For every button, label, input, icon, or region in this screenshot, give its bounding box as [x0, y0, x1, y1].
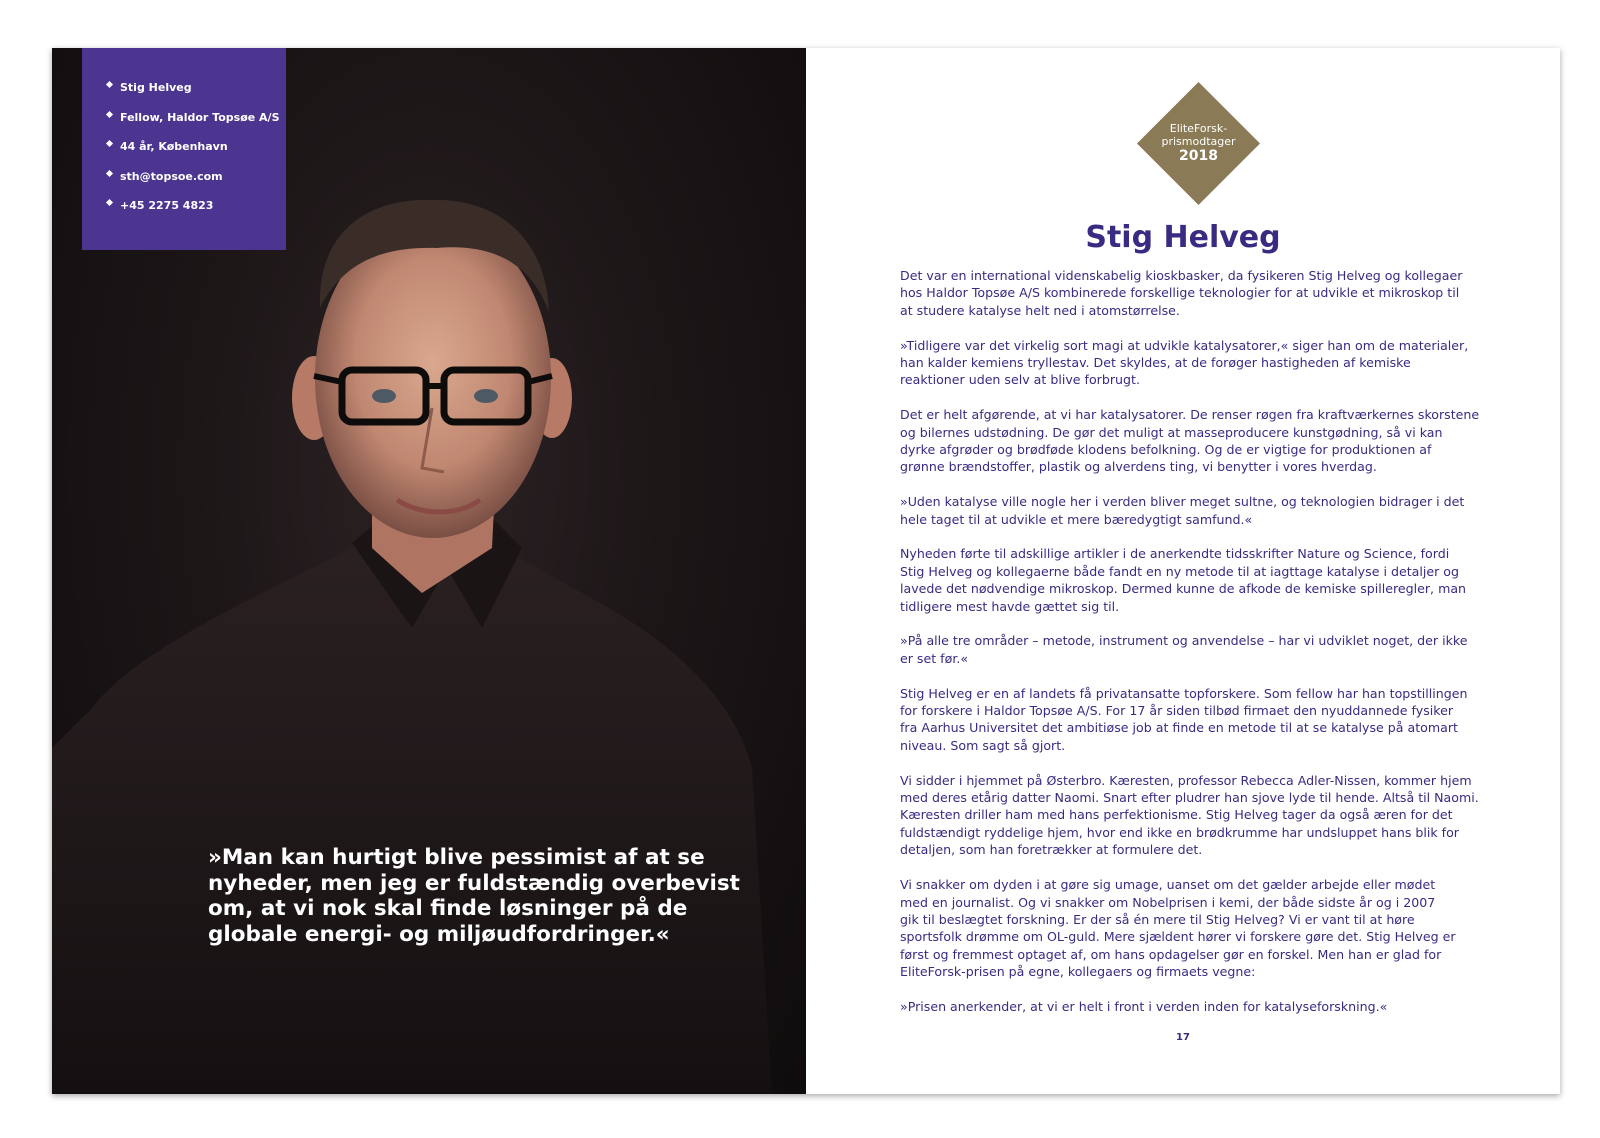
paragraph-line: han kalder kemiens tryllestav. Det skyldes, at de forøger hastigheden af kemiske: [900, 355, 1411, 371]
paragraph-line: »På alle tre områder – metode, instrument og anvendelse – har vi udviklet noget, der ikke: [900, 633, 1468, 649]
article-paragraph: [900, 545, 1470, 615]
paragraph-line: reaktioner uden selv at blive forbrugt.: [900, 372, 1140, 388]
quote-line: globale energi- og miljøudfordringer.«: [208, 921, 670, 947]
paragraph-line: med deres etårig datter Naomi. Snart efter pludrer han sjove lyde til hende. Altså til Naomi.: [900, 790, 1479, 806]
paragraph-line: grønne brændstoffer, plastik og alverdens ting, vi benytter i vores hverdag.: [900, 459, 1377, 475]
paragraph-line: tidligere mest havde gættet sig til.: [900, 598, 1120, 614]
paragraph-line: og bilernes udstødning. De gør det muligt at masseproducere kunstgødning, så vi kan: [900, 424, 1443, 440]
paragraph-line: for forskere i Haldor Topsøe A/S. For 17 år siden tilbød firmaet den nyuddannede fysiker: [900, 703, 1454, 719]
badge-year: 2018: [1179, 148, 1218, 164]
paragraph-line: gik til beslægtet forskning. Er der så én mere til Stig Helveg? Vi er vant til at høre: [900, 911, 1415, 927]
paragraph-line: Kæresten driller ham med hans perfektionisme. Stig Helveg tager da også æren for det: [900, 807, 1453, 823]
article-title: Stig Helveg: [1085, 220, 1281, 255]
badge-line1: EliteForsk-: [1169, 122, 1228, 135]
article-paragraph: [900, 267, 1470, 319]
contact-info-box: [82, 48, 286, 250]
paragraph-line: Stig Helveg og kollegaerne både fandt en ny metode til at iagttage katalyse i detaljer og: [900, 563, 1459, 579]
info-phone: +45 2275 4823: [82, 190, 286, 220]
article-paragraph: [900, 337, 1470, 389]
left-page: [52, 48, 806, 1094]
paragraph-line: »Uden katalyse ville nogle her i verden bliver meget sultne, og teknologien bidrager i det: [900, 494, 1465, 510]
article-paragraph: [900, 772, 1479, 859]
award-badge: [1137, 82, 1260, 205]
badge-line2: prismodtager: [1161, 135, 1236, 148]
paragraph-line: Vi snakker om dyden i at gøre sig umage, uanset om det gælder arbejde eller mødet: [900, 877, 1436, 893]
paragraph-line: med en journalist. Og vi snakker om Nobelprisen i kemi, der både sidste år og i 2007: [900, 894, 1436, 910]
badge-label: [1137, 122, 1260, 165]
article-paragraph: [900, 493, 1470, 528]
paragraph-line: fuldstændigt ryddelige hjem, hvor end ikke en brødkrumme har undsluppet hans blik for: [900, 824, 1459, 840]
page-number: 17: [1176, 1032, 1190, 1043]
right-page: [806, 48, 1560, 1094]
paragraph-line: EliteForsk-prisen på egne, kollegaers og firmaets vegne:: [900, 964, 1256, 980]
paragraph-line: Det er helt afgørende, at vi har katalysatorer. De renser røgen fra kraftværkernes skorstene: [900, 407, 1480, 423]
paragraph-line: dyrke afgrøder og brødføde klodens befolkning. Og de er vigtige for produktionen af: [900, 442, 1432, 458]
paragraph-line: sportsfolk drømme om OL-guld. Mere sjældent hører vi forskere gøre det. Stig Helveg er: [900, 929, 1456, 945]
paragraph-line: detaljen, som han foretrækker at formulere det.: [900, 842, 1203, 858]
article-paragraph: [900, 998, 1470, 1015]
magazine-spread: [52, 48, 1560, 1094]
article-paragraph: [900, 685, 1470, 755]
paragraph-line: er set før.«: [900, 650, 969, 666]
paragraph-line: lavede det nødvendige mikroskop. Dermed kunne de afkode de kemiske spilleregler, man: [900, 581, 1467, 597]
paragraph-line: Vi sidder i hjemmet på Østerbro. Kæresten, professor Rebecca Adler-Nissen, kommer hjem: [900, 772, 1472, 788]
paragraph-line: hele taget til at udvikle et mere bæredygtigt samfund.«: [900, 511, 1253, 527]
pull-quote: [208, 845, 740, 947]
paragraph-line: hos Haldor Topsøe A/S kombinerede forskellige teknologier for at udvikle et mikroskop til: [900, 285, 1460, 301]
article-paragraph: [900, 632, 1470, 667]
paragraph-line: at studere katalyse helt ned i atomstørrelse.: [900, 302, 1180, 318]
paragraph-line: niveau. Som sagt så gjort.: [900, 737, 1066, 753]
paragraph-line: fra Aarhus Universitet det ambitiøse job at finde en metode til at se katalyse på atomart: [900, 720, 1458, 736]
quote-line: »Man kan hurtigt blive pessimist af at se: [208, 845, 705, 870]
article-paragraph: [900, 406, 1480, 476]
article-body: [900, 267, 1480, 1033]
info-title: Fellow, Haldor Topsøe A/S: [82, 102, 286, 132]
article-paragraph: [900, 876, 1470, 980]
quote-line: om, at vi nok skal finde løsninger på de: [208, 896, 688, 921]
paragraph-line: »Prisen anerkender, at vi er helt i front i verden inden for katalyseforskning.«: [900, 998, 1388, 1014]
paragraph-line: Stig Helveg er en af landets få privatansatte topforskere. Som fellow har han topstillingen: [900, 685, 1468, 701]
info-age-city: 44 år, København: [82, 131, 286, 161]
paragraph-line: først og fremmest optaget af, om hans opdagelser gør en forskel. Men han er glad for: [900, 946, 1442, 962]
info-email: sth@topsoe.com: [82, 161, 286, 191]
quote-line: nyheder, men jeg er fuldstændig overbevist: [208, 870, 740, 896]
info-name: Stig Helveg: [82, 72, 286, 102]
paragraph-line: Det var en international videnskabelig kioskbasker, da fysikeren Stig Helveg og kollegaer: [900, 268, 1463, 283]
paragraph-line: »Tidligere var det virkelig sort magi at udvikle katalysatorer,« siger han om de materialer,: [900, 337, 1469, 353]
paragraph-line: Nyheden førte til adskillige artikler i de anerkendte tidsskrifter Nature og Science, fordi: [900, 546, 1450, 562]
